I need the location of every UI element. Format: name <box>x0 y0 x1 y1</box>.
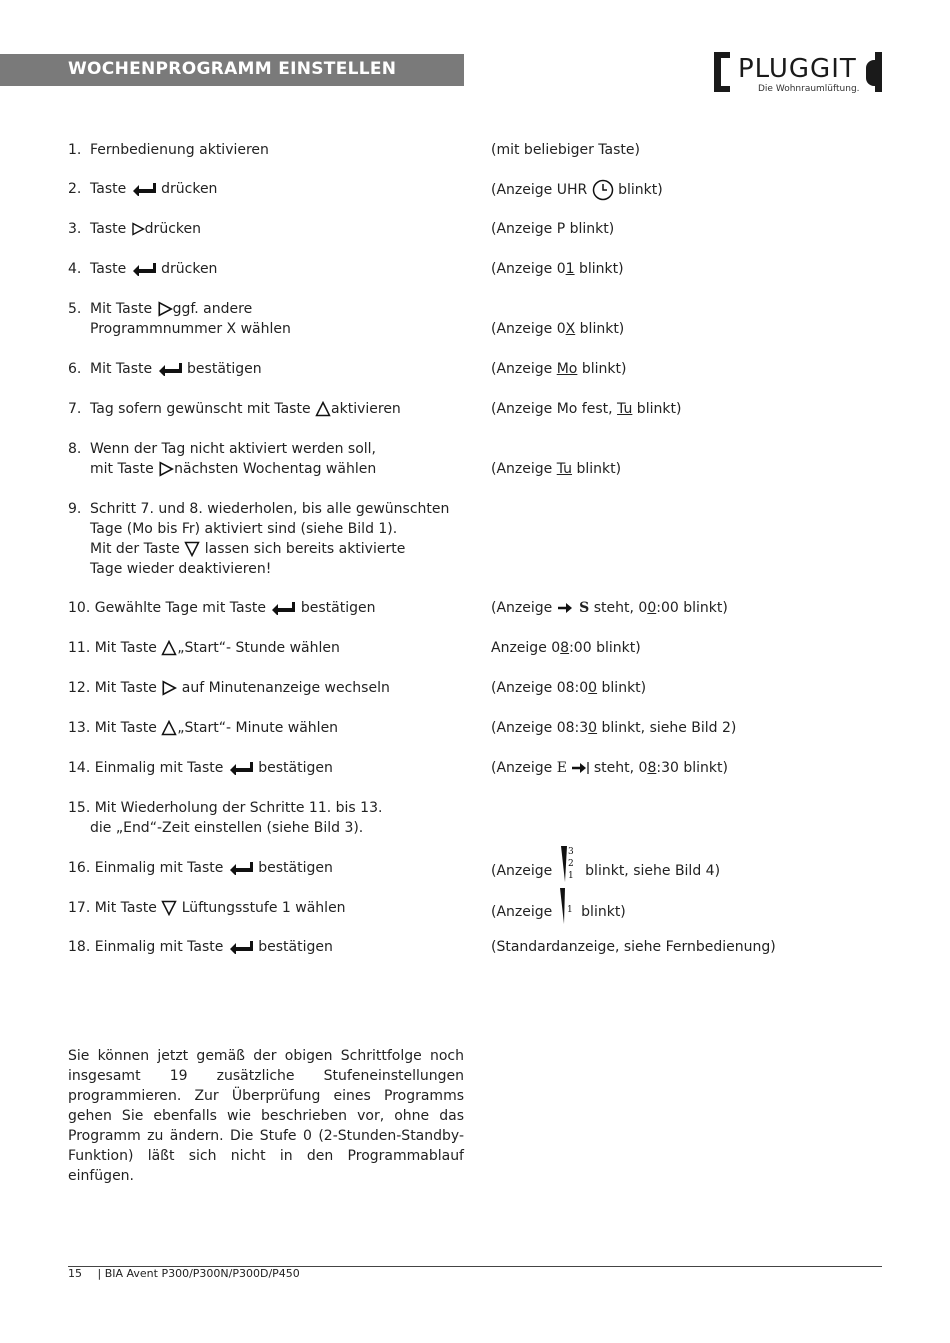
right-key-icon <box>131 222 145 236</box>
step-14: 14. Einmalig mit Taste bestätigen <box>68 760 333 776</box>
up-key-icon <box>315 401 331 417</box>
step-13-display: (Anzeige 08:30 blinkt, siehe Bild 2) <box>491 720 737 736</box>
document-name: | BIA Avent P300/P300N/P300D/P450 <box>97 1267 300 1280</box>
fan-level-1-icon <box>557 886 577 926</box>
step-1-display: (mit beliebiger Taste) <box>491 142 640 158</box>
step-17: 17. Mit Taste Lüftungsstufe 1 wählen <box>68 900 346 916</box>
step-12-display: (Anzeige 08:00 blinkt) <box>491 680 647 696</box>
step-9: 9. Schritt 7. und 8. wiederholen, bis alle gewünschten Tage (Mo bis Fr) aktiviert sind (siehe Bild 1). Mit der Taste lassen sich bereits aktivierte Tage wieder deaktivieren! <box>68 501 450 577</box>
step-8: 8. Wenn der Tag nicht aktiviert werden soll, mit Taste nächsten Wochentag wählen <box>68 441 377 477</box>
step-11: 11. Mit Taste „Start“- Stunde wählen <box>68 640 340 656</box>
logo-bracket-icon <box>714 52 721 92</box>
step-15: 15. Mit Wiederholung der Schritte 11. bis 13. die „End“-Zeit einstellen (siehe Bild 3). <box>68 800 383 836</box>
step-4: 4. Taste drücken <box>68 261 218 277</box>
enter-key-icon <box>131 182 157 196</box>
step-12: 12. Mit Taste auf Minutenanzeige wechseln <box>68 680 390 696</box>
info-paragraph: Sie können jetzt gemäß der obigen Schrittfolge noch insgesamt 19 zusätzliche Stufeneinstellungen programmieren. Zur Überprüfung eines Programms gehen Sie ebenfalls wie beschrieben vor, ohne das Programm zu ändern. Die Stufe 0 (2-Stunden-Standby-Funktion) läßt sich nicht in den Programmablauf einfügen. <box>68 1048 464 1184</box>
down-key-icon <box>184 541 200 557</box>
step-16-display: (Anzeige 3 2 1 blinkt, siehe Bild 4) <box>491 858 720 884</box>
enter-key-icon <box>228 940 254 954</box>
right-key-icon <box>157 301 173 317</box>
enter-key-icon <box>270 601 296 615</box>
end-arrow-icon <box>571 762 589 774</box>
fan-level-3-icon <box>557 844 581 884</box>
step-18-display: (Standardanzeige, siehe Fernbedienung) <box>491 939 776 955</box>
page-title: WOCHENPROGRAMM EINSTELLEN <box>68 59 397 79</box>
step-14-display: (Anzeige E steht, 08:30 blinkt) <box>491 760 728 776</box>
step-3-display: (Anzeige P blinkt) <box>491 221 615 237</box>
header-bar <box>0 54 464 86</box>
step-10: 10. Gewählte Tage mit Taste bestätigen <box>68 600 376 616</box>
step-1: 1. Fernbedienung aktivieren <box>68 142 269 158</box>
step-5-display: (Anzeige 0X blinkt) <box>491 321 625 337</box>
start-arrow-icon <box>557 602 575 614</box>
step-2-display: (Anzeige UHR blinkt) <box>491 179 663 201</box>
step-16: 16. Einmalig mit Taste bestätigen <box>68 860 333 876</box>
enter-key-icon <box>228 761 254 775</box>
up-key-icon <box>161 720 177 736</box>
step-10-display: (Anzeige S steht, 00:00 blinkt) <box>491 600 728 616</box>
logo-tagline: Die Wohnraumlüftung. <box>758 84 860 94</box>
down-key-icon <box>161 900 177 916</box>
logo-mark-icon <box>866 52 882 92</box>
step-7-display: (Anzeige Mo fest, Tu blinkt) <box>491 401 682 417</box>
step-6: 6. Mit Taste bestätigen <box>68 361 262 377</box>
step-8-display: (Anzeige Tu blinkt) <box>491 461 622 477</box>
step-6-display: (Anzeige Mo blinkt) <box>491 361 627 377</box>
fan-level-label: 1 <box>566 905 573 915</box>
step-18: 18. Einmalig mit Taste bestätigen <box>68 939 333 955</box>
step-2: 2. Taste drücken <box>68 181 218 197</box>
step-17-display: (Anzeige 1 blinkt) <box>491 898 626 926</box>
fan-level-label: 2 <box>567 859 574 869</box>
step-4-display: (Anzeige 01 blinkt) <box>491 261 624 277</box>
step-11-display: Anzeige 08:00 blinkt) <box>491 640 641 656</box>
fan-level-label: 1 <box>567 871 574 881</box>
page-number: 15 <box>68 1267 82 1280</box>
right-key-icon <box>161 680 177 696</box>
footer <box>68 1267 300 1280</box>
right-key-icon <box>158 461 174 477</box>
step-3: 3. Taste drücken <box>68 221 201 237</box>
logo-name: PLUGGIT <box>738 54 857 84</box>
clock-icon <box>592 179 614 201</box>
enter-key-icon <box>228 861 254 875</box>
pluggit-logo <box>714 52 884 96</box>
step-5: 5. Mit Taste ggf. andere Programmnummer X wählen <box>68 301 291 337</box>
enter-key-icon <box>131 262 157 276</box>
step-7: 7. Tag sofern gewünscht mit Taste aktivieren <box>68 401 401 417</box>
fan-level-label: 3 <box>567 847 574 857</box>
up-key-icon <box>161 640 177 656</box>
step-13: 13. Mit Taste „Start“- Minute wählen <box>68 720 339 736</box>
enter-key-icon <box>157 362 183 376</box>
